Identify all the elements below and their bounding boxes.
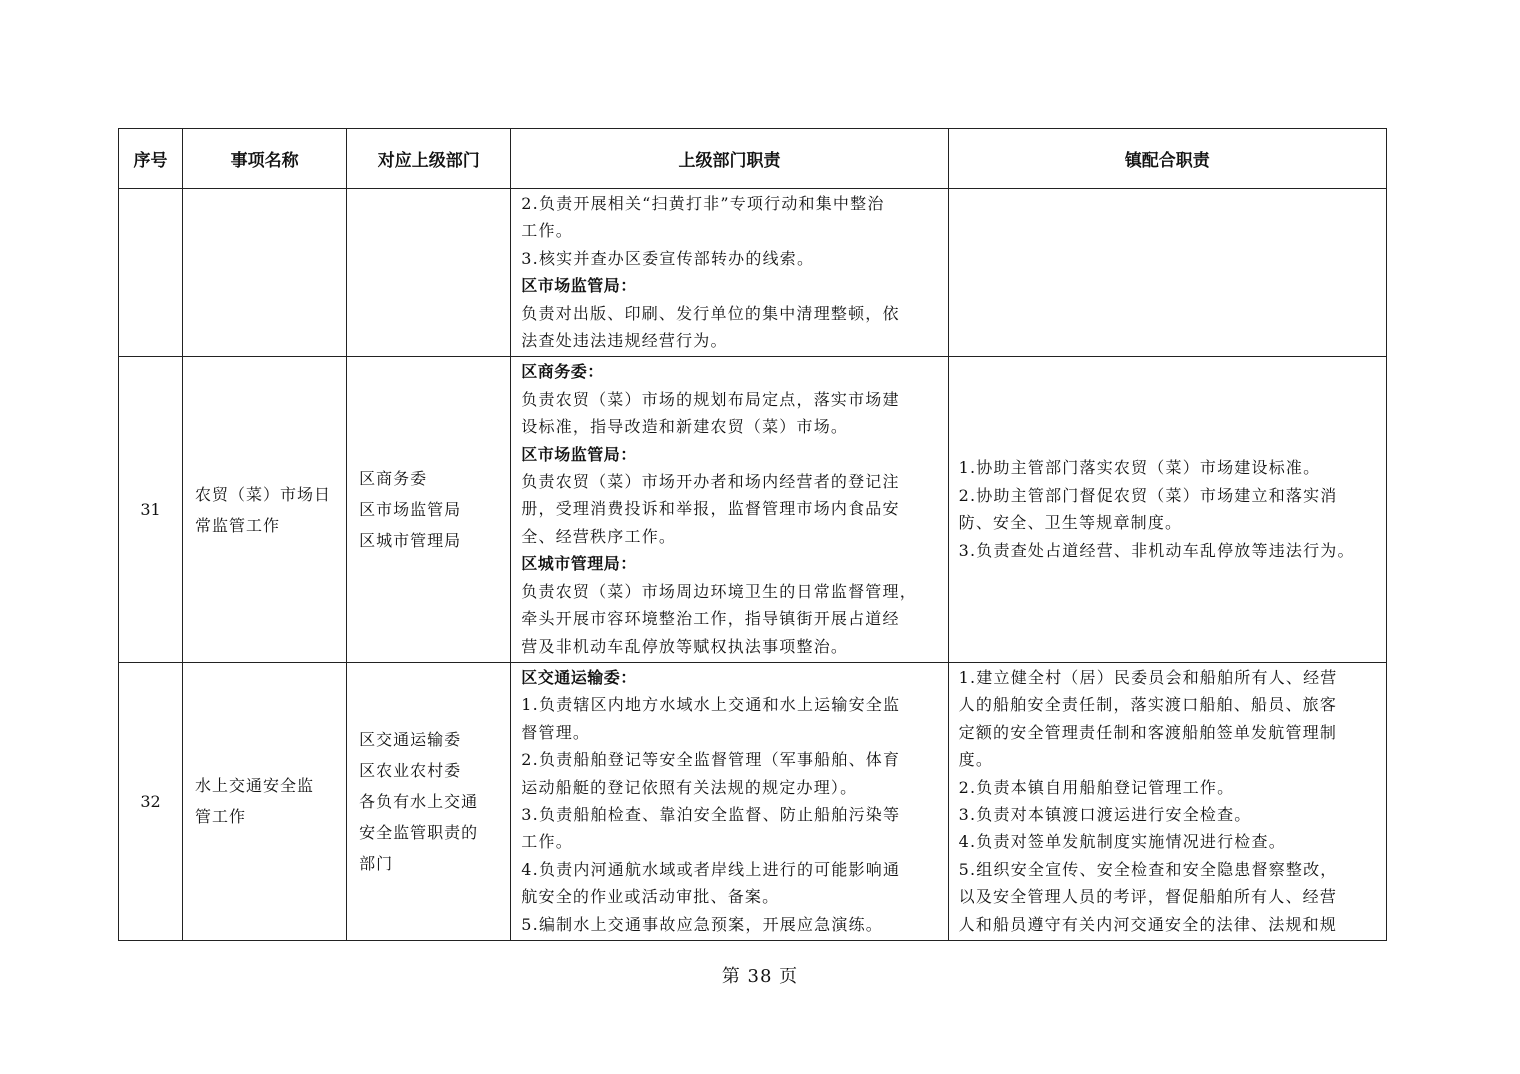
cell-text-line: 区市场监管局： [521,444,637,464]
cell-text-line: 区城市管理局： [521,554,637,574]
cell-text-line: 5.编制水上交通事故应急预案，开展应急演练。 [521,914,883,934]
cell-text-line: 2.协助主管部门督促农贸（菜）市场建立和落实消 [958,485,1338,505]
cell-text-line: 区交通运输委 [359,729,462,749]
cell-text-line: 安全监管职责的 [359,822,479,842]
cell-text-line: 1.建立健全村（居）民委员会和船舶所有人、经营 [958,667,1338,687]
cell-text-line: 工作。 [521,221,573,241]
superior-dept-cell [347,357,511,662]
cell-text-line: 农贸（菜）市场日 [195,484,332,504]
cell-text-line: 3.核实并查办区委宣传部转办的线索。 [521,248,815,268]
table-header-row [119,129,1387,189]
town-duty-cell [948,662,1386,940]
superior-duty-cell [511,189,948,357]
item-name-cell [183,189,347,357]
cell-text-line: 区商务委 [359,469,428,489]
cell-text-line: 5.组织安全宣传、安全检查和安全隐患督察整改， [958,859,1338,879]
town-duty-cell [948,189,1386,357]
cell-text-line: 防、安全、卫生等规章制度。 [958,513,1183,533]
superior-dept-cell [347,662,511,940]
superior-duty-cell [511,662,948,940]
cell-text-line: 负责农贸（菜）市场的规划布局定点，落实市场建 [521,389,900,409]
cell-text-line: 负责农贸（菜）市场周边环境卫生的日常监督管理， [521,581,917,601]
cell-text-line: 以及安全管理人员的考评，督促船舶所有人、经营 [958,887,1338,907]
cell-text-line: 区交通运输委： [521,667,637,687]
cell-text-line: 各负有水上交通 [359,791,479,811]
cell-text-line: 定额的安全管理责任制和客渡船舶签单发航管理制 [958,722,1338,742]
cell-text-line: 部门 [359,853,394,873]
cell-text-line: 牵头开展市容环境整治工作，指导镇街开展占道经 [521,609,900,629]
superior-dept-cell [347,189,511,357]
cell-text-line: 2.负责船舶登记等安全监督管理（军事船舶、体育 [521,750,901,770]
cell-text-line: 水上交通安全监 [195,776,315,796]
cell-text-line: 4.负责对签单发航制度实施情况进行检查。 [958,832,1286,852]
cell-text-line: 区市场监管局： [521,276,637,296]
cell-text-line: 1.负责辖区内地方水域水上交通和水上运输安全监 [521,695,901,715]
cell-text-line: 册，受理消费投诉和举报，监督管理市场内食品安 [521,499,900,519]
header-superior-duty: 上级部门职责 [511,129,948,189]
table-body [119,189,1387,941]
item-name-cell [183,357,347,662]
cell-text-line: 营及非机动车乱停放等赋权执法事项整治。 [521,636,849,656]
header-town-duty: 镇配合职责 [948,129,1386,189]
cell-text-line: 3.负责查处占道经营、非机动车乱停放等违法行为。 [958,540,1355,560]
page-number: 第 38 页 [721,966,799,987]
cell-text-line: 运动船艇的登记依照有关法规的规定办理）。 [521,777,858,797]
cell-text-line: 4.负责内河通航水域或者岸线上进行的可能影响通 [521,859,901,879]
cell-text-line: 负责农贸（菜）市场开办者和场内经营者的登记注 [521,472,900,492]
header-item-name: 事项名称 [183,129,347,189]
superior-duty-cell [511,357,948,662]
cell-text-line: 管工作 [195,807,247,827]
header-superior-dept: 对应上级部门 [347,129,511,189]
cell-text-line: 2.负责本镇自用船舶登记管理工作。 [958,777,1235,797]
cell-text-line: 1.协助主管部门落实农贸（菜）市场建设标准。 [958,458,1321,478]
cell-text-line: 常监管工作 [195,515,281,535]
cell-text-line: 区商务委： [521,362,604,382]
table-row [119,662,1387,940]
cell-text-line: 3.负责船舶检查、靠泊安全监督、防止船舶污染等 [521,804,901,824]
cell-text-line: 设标准，指导改造和新建农贸（菜）市场。 [521,417,849,437]
cell-text-line: 督管理。 [521,722,591,742]
cell-text-line: 区城市管理局 [359,531,462,551]
cell-text-line: 人的船舶安全责任制，落实渡口船舶、船员、旅客 [958,695,1338,715]
row-number: 32 [119,662,183,940]
cell-text-line: 区农业农村委 [359,760,462,780]
cell-text-line: 负责对出版、印刷、发行单位的集中清理整顿，依 [521,303,900,323]
town-duty-cell [948,357,1386,662]
row-number: 31 [119,357,183,662]
cell-text-line: 工作。 [521,832,573,852]
cell-text-line: 全、经营秩序工作。 [521,526,677,546]
item-name-cell [183,662,347,940]
table-row [119,189,1387,357]
cell-text-line: 法查处违法违规经营行为。 [521,331,728,351]
cell-text-line: 人和船员遵守有关内河交通安全的法律、法规和规 [958,914,1338,934]
cell-text-line: 度。 [958,750,994,770]
cell-text-line: 区市场监管局 [359,500,462,520]
header-seq: 序号 [119,129,183,189]
table-row [119,357,1387,662]
duty-table [118,128,1387,941]
row-number [119,189,183,357]
cell-text-line: 航安全的作业或活动审批、备案。 [521,887,780,907]
cell-text-line: 3.负责对本镇渡口渡运进行安全检查。 [958,804,1252,824]
cell-text-line: 2.负责开展相关“扫黄打非”专项行动和集中整治 [521,194,885,213]
